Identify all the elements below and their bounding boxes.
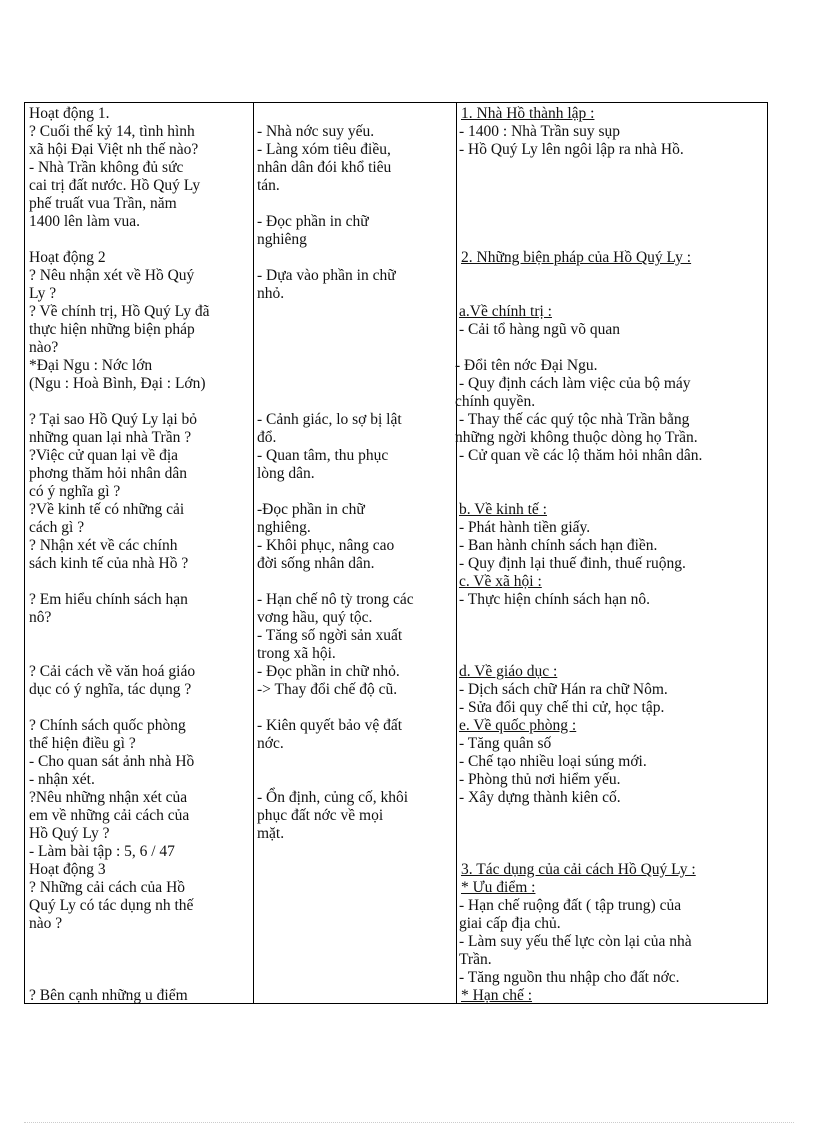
content-line: - Ban hành chính sách hạn điền. bbox=[459, 537, 658, 554]
response-line: - Khôi phục, nâng cao bbox=[257, 537, 395, 554]
question-line: ? Em hiểu chính sách hạn bbox=[29, 591, 188, 608]
question-line: ? Cuối thế kỷ 14, tình hình bbox=[29, 123, 195, 140]
response-line: nghiêng. bbox=[257, 519, 311, 536]
content-line: - Hạn chế ruộng đất ( tập trung) của bbox=[459, 897, 682, 914]
content-line: - Cải tổ hàng ngũ võ quan bbox=[459, 321, 621, 338]
subsection-heading: a.Về chính trị : bbox=[459, 303, 552, 320]
response-line: - Đọc phần in chữ bbox=[257, 213, 369, 230]
question-line: dục có ý nghĩa, tác dụng ? bbox=[29, 681, 192, 698]
question-line: phơng thăm hỏi nhân dân bbox=[29, 465, 188, 482]
question-line: ? Tại sao Hồ Quý Ly lại bỏ bbox=[29, 411, 198, 428]
content-line: - Cử quan về các lộ thăm hỏi nhân dân. bbox=[459, 447, 703, 464]
content-column bbox=[455, 103, 765, 1003]
subsection-heading: * Ưu điểm : bbox=[461, 879, 536, 896]
response-line: mặt. bbox=[257, 825, 285, 842]
content-line: - Chế tạo nhiều loại súng mới. bbox=[459, 753, 647, 770]
response-line: - Nhà nớc suy yếu. bbox=[257, 123, 375, 140]
question-line: Ly ? bbox=[29, 285, 57, 302]
response-line: - Làng xóm tiêu điều, bbox=[257, 141, 391, 158]
text-line: cai trị đất nước. Hồ Quý Ly bbox=[29, 177, 201, 194]
question-line: xã hội Đại Việt nh thế nào? bbox=[29, 141, 199, 158]
content-line: - Đổi tên nớc Đại Ngu. bbox=[455, 357, 598, 374]
question-line: ?Về kinh tế có những cải bbox=[29, 501, 185, 518]
question-line: ? Chính sách quốc phòng bbox=[29, 717, 186, 734]
content-line: - Quy định cách làm việc của bộ máy bbox=[459, 375, 691, 392]
text-line: 1400 lên làm vua. bbox=[29, 213, 141, 230]
subsection-heading: e. Về quốc phòng : bbox=[459, 717, 577, 734]
text-line: (Ngu : Hoà Bình, Đại : Lớn) bbox=[29, 375, 206, 392]
question-line: Hồ Quý Ly ? bbox=[29, 825, 110, 842]
text-line: - Nhà Trần không đủ sức bbox=[29, 159, 184, 176]
question-line: em về những cải cách của bbox=[29, 807, 190, 824]
content-line: - Thực hiện chính sách hạn nô. bbox=[459, 591, 651, 608]
response-line: đời sống nhân dân. bbox=[257, 555, 375, 572]
content-line: chính quyền. bbox=[455, 393, 536, 410]
question-line: ? Nhận xét về các chính bbox=[29, 537, 178, 554]
question-line: sách kinh tế của nhà Hồ ? bbox=[29, 555, 189, 572]
responses-column bbox=[257, 103, 457, 1003]
text-line: phế truất vua Trần, năm bbox=[29, 195, 177, 212]
content-line: Trần. bbox=[459, 951, 492, 968]
question-line: ? Nêu nhận xét về Hồ Quý bbox=[29, 267, 195, 284]
response-line: vơng hầu, quý tộc. bbox=[257, 609, 373, 626]
content-line: - 1400 : Nhà Trần suy sụp bbox=[459, 123, 621, 140]
text-line: - Cho quan sát ảnh nhà Hồ bbox=[29, 753, 195, 770]
text-line: - Làm bài tập : 5, 6 / 47 bbox=[29, 843, 175, 860]
response-line: nhân dân đói khổ tiêu bbox=[257, 159, 392, 176]
lesson-table bbox=[24, 102, 768, 1004]
question-line: ?Nêu những nhận xét của bbox=[29, 789, 188, 806]
response-line: - Cảnh giác, lo sợ bị lật bbox=[257, 411, 402, 428]
response-line: - Kiên quyết bảo vệ đất bbox=[257, 717, 403, 734]
response-line: đổ. bbox=[257, 429, 277, 446]
question-line: thể hiện điều gì ? bbox=[29, 735, 136, 752]
question-line: thực hiện những biện pháp bbox=[29, 321, 195, 338]
section-heading: 2. Những biện pháp của Hồ Quý Ly : bbox=[461, 249, 692, 266]
content-line: những ngời không thuộc dòng họ Trần. bbox=[455, 429, 698, 446]
subsection-heading: b. Về kinh tế : bbox=[459, 501, 547, 518]
response-line: - Đọc phần in chữ nhỏ. bbox=[257, 663, 400, 680]
content-line: - Làm suy yếu thế lực còn lại của nhà bbox=[459, 933, 692, 950]
question-line: nào ? bbox=[29, 915, 63, 932]
response-line: nhỏ. bbox=[257, 285, 285, 302]
question-line: Quý Ly có tác dụng nh thế bbox=[29, 897, 194, 914]
response-line: -> Thay đổi chế độ cũ. bbox=[257, 681, 398, 698]
response-line: - Tăng số ngời sản xuất bbox=[257, 627, 403, 644]
subsection-heading: c. Về xã hội : bbox=[459, 573, 542, 590]
response-line: phục đất nớc về mọi bbox=[257, 807, 384, 824]
activity-heading: Hoạt động 3 bbox=[29, 861, 106, 878]
content-line: - Xây dựng thành kiên cố. bbox=[459, 789, 621, 806]
response-line: trong xã hội. bbox=[257, 645, 336, 662]
response-line: nớc. bbox=[257, 735, 284, 752]
content-line: - Tăng quân số bbox=[459, 735, 552, 752]
question-line: ? Cải cách về văn hoá giáo bbox=[29, 663, 196, 680]
activity-heading: Hoạt động 1. bbox=[29, 105, 110, 122]
content-line: giai cấp địa chủ. bbox=[459, 915, 561, 932]
subsection-heading: d. Về giáo dục : bbox=[459, 663, 558, 680]
subsection-heading: * Hạn chế : bbox=[461, 987, 533, 1003]
section-heading: 1. Nhà Hồ thành lập : bbox=[461, 105, 595, 122]
response-line: - Dựa vào phần in chữ bbox=[257, 267, 396, 284]
content-line: - Sửa đổi quy chế thi cử, học tập. bbox=[459, 699, 665, 716]
content-line: - Quy định lại thuế đinh, thuế ruộng. bbox=[459, 555, 686, 572]
question-line: nào? bbox=[29, 339, 59, 356]
question-line: ? Về chính trị, Hồ Quý Ly đã bbox=[29, 303, 210, 320]
content-line: - Tăng nguồn thu nhập cho đất nớc. bbox=[459, 969, 680, 986]
response-line: - Quan tâm, thu phục bbox=[257, 447, 389, 464]
question-line: ? Bên cạnh những u điểm bbox=[29, 987, 188, 1003]
question-line: cách gì ? bbox=[29, 519, 85, 536]
response-line: - Ổn định, củng cố, khôi bbox=[257, 789, 409, 806]
text-line: *Đại Ngu : Nớc lớn bbox=[29, 357, 153, 374]
response-line: tán. bbox=[257, 177, 280, 194]
activities-column bbox=[29, 103, 251, 1003]
response-line: nghiêng bbox=[257, 231, 307, 248]
content-line: - Dịch sách chữ Hán ra chữ Nôm. bbox=[459, 681, 668, 698]
question-line: ? Những cải cách của Hồ bbox=[29, 879, 186, 896]
activity-heading: Hoạt động 2 bbox=[29, 249, 106, 266]
content-line: - Phát hành tiền giấy. bbox=[459, 519, 591, 536]
response-line: -Đọc phần in chữ bbox=[257, 501, 365, 518]
question-line: ?Việc cử quan lại về địa bbox=[29, 447, 179, 464]
content-line: - Thay thế các quý tộc nhà Trần bằng bbox=[459, 411, 690, 428]
text-line: - nhận xét. bbox=[29, 771, 95, 788]
question-line: nô? bbox=[29, 609, 52, 626]
section-heading: 3. Tác dụng của cải cách Hồ Quý Ly : bbox=[461, 861, 696, 878]
response-line: - Hạn chế nô tỳ trong các bbox=[257, 591, 414, 608]
content-line: - Hồ Quý Ly lên ngôi lập ra nhà Hồ. bbox=[459, 141, 684, 158]
content-line: - Phòng thủ nơi hiểm yếu. bbox=[459, 771, 621, 788]
response-line: lòng dân. bbox=[257, 465, 315, 482]
question-line: những quan lại nhà Trần ? bbox=[29, 429, 192, 446]
column-divider bbox=[253, 103, 254, 1003]
question-line: có ý nghĩa gì ? bbox=[29, 483, 121, 500]
